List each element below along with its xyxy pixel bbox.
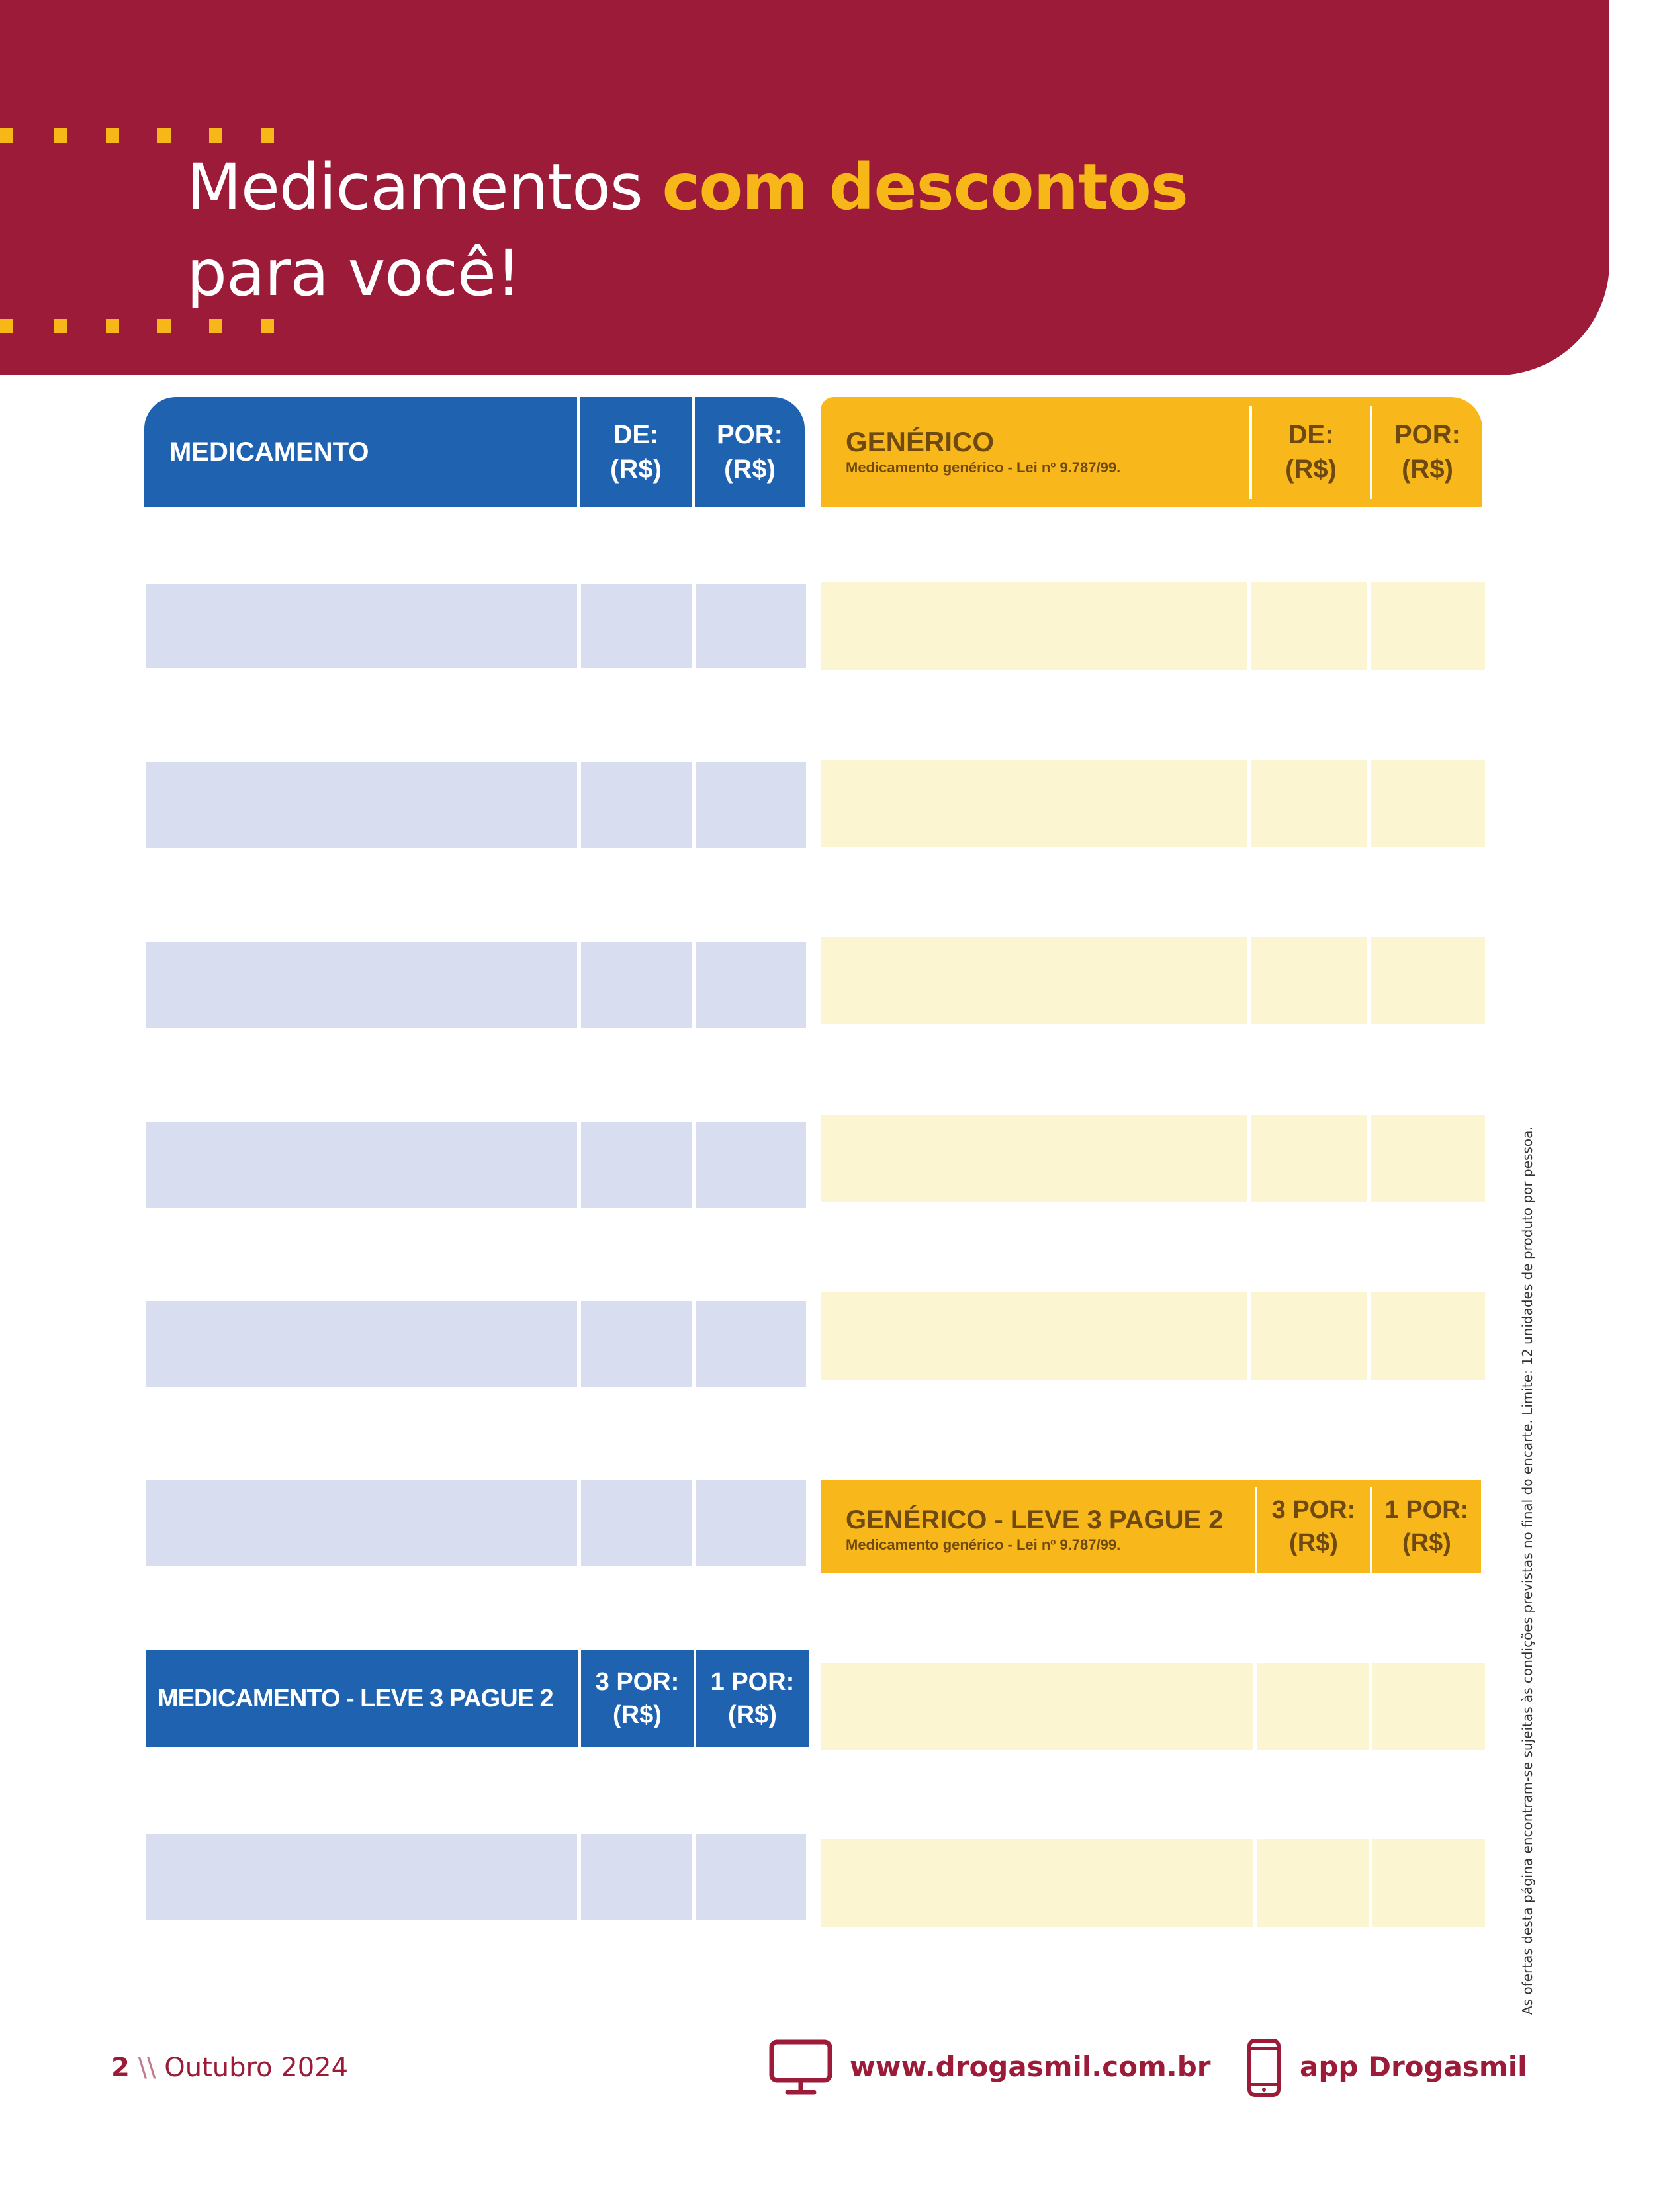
generico-leve3-col-3por: 3 POR: (R$) bbox=[1271, 1496, 1356, 1557]
generico-col-por: POR: (R$) bbox=[1394, 420, 1461, 484]
generico-leve3-row-2-1por bbox=[1372, 1839, 1485, 1927]
medicamento-row-3-por bbox=[696, 942, 806, 1028]
medicamento-row-2-de bbox=[581, 762, 692, 848]
medicamento-leve3-header bbox=[146, 1650, 809, 1747]
generico-row-5-por bbox=[1371, 1292, 1485, 1380]
smartphone-icon bbox=[1247, 2038, 1281, 2098]
generico-row-4-por bbox=[1371, 1115, 1485, 1202]
generico-col-de: DE: (R$) bbox=[1285, 420, 1337, 484]
page-separator: \\ bbox=[138, 2053, 156, 2083]
page-title bbox=[187, 144, 1188, 316]
generico-row-5-name bbox=[821, 1292, 1247, 1380]
generico-leve3-header bbox=[821, 1480, 1481, 1573]
generico-leve3-row-2-3por bbox=[1257, 1839, 1369, 1927]
medicamento-row-6-name bbox=[146, 1480, 577, 1566]
medicamento-row-1-name bbox=[146, 584, 577, 668]
generico-leve3-title: GENÉRICO - LEVE 3 PAGUE 2 bbox=[846, 1505, 1224, 1534]
medicamento-row-4-name bbox=[146, 1122, 577, 1208]
generico-row-3-por bbox=[1371, 937, 1485, 1024]
medicamento-row-6-de bbox=[581, 1480, 692, 1566]
generico-leve3-row-1-3por bbox=[1257, 1663, 1369, 1750]
generico-header bbox=[821, 397, 1482, 507]
offers-disclaimer: As ofertas desta página encontram-se sujeitas às condições previstas no final do encarte. Limite: 12 unidades de produto por pessoa. bbox=[1519, 1126, 1535, 2015]
medicamento-leve3-col-1por: 1 POR: (R$) bbox=[710, 1668, 795, 1729]
medicamento-row-3-de bbox=[581, 942, 692, 1028]
generico-leve3-subtitle: Medicamento genérico - Lei nº 9.787/99. bbox=[846, 1536, 1121, 1553]
medicamento-row-5-por bbox=[696, 1301, 806, 1387]
medicamento-leve3-row-1-name bbox=[146, 1834, 577, 1920]
generico-row-1-por bbox=[1371, 582, 1485, 670]
medicamento-col-de: DE: (R$) bbox=[610, 420, 662, 484]
generico-row-2-de bbox=[1251, 760, 1367, 847]
generico-row-5-de bbox=[1251, 1292, 1367, 1380]
app-link[interactable]: app Drogasmil bbox=[1300, 2051, 1527, 2083]
generico-leve3-row-1-1por bbox=[1372, 1663, 1485, 1750]
medicamento-leve3-row-1-1por bbox=[696, 1834, 806, 1920]
generico-title: GENÉRICO bbox=[846, 426, 995, 457]
title-part1: Medicamentos bbox=[187, 150, 643, 224]
generico-row-1-name bbox=[821, 582, 1247, 670]
medicamento-leve3-col-3por: 3 POR: (R$) bbox=[595, 1668, 680, 1729]
medicamento-row-1-de bbox=[581, 584, 692, 668]
generico-row-3-de bbox=[1251, 937, 1367, 1024]
medicamento-row-4-por bbox=[696, 1122, 806, 1208]
medicamento-row-5-name bbox=[146, 1301, 577, 1387]
medicamento-row-6-por bbox=[696, 1480, 806, 1566]
generico-row-2-name bbox=[821, 760, 1247, 847]
medicamento-header bbox=[144, 397, 805, 507]
page-number: 2 bbox=[111, 2053, 130, 2083]
title-line2: para você! bbox=[187, 236, 521, 310]
generico-row-4-name bbox=[821, 1115, 1247, 1202]
monitor-icon bbox=[769, 2039, 832, 2096]
medicamento-col-por: POR: (R$) bbox=[717, 420, 783, 484]
footer-page-info bbox=[111, 2051, 348, 2084]
generico-row-3-name bbox=[821, 937, 1247, 1024]
website-link[interactable]: www.drogasmil.com.br bbox=[850, 2051, 1211, 2083]
medicamento-row-2-name bbox=[146, 762, 577, 848]
medicamento-row-5-de bbox=[581, 1301, 692, 1387]
generico-subtitle: Medicamento genérico - Lei nº 9.787/99. bbox=[846, 459, 1121, 476]
medicamento-row-2-por bbox=[696, 762, 806, 848]
medicamento-title: MEDICAMENTO bbox=[169, 437, 369, 466]
generico-leve3-row-1-name bbox=[821, 1663, 1253, 1750]
generico-row-1-de bbox=[1251, 582, 1367, 670]
medicamento-row-3-name bbox=[146, 942, 577, 1028]
footer-date: Outubro 2024 bbox=[164, 2053, 349, 2083]
generico-leve3-row-2-name bbox=[821, 1839, 1253, 1927]
generico-row-2-por bbox=[1371, 760, 1485, 847]
medicamento-row-1-por bbox=[696, 584, 806, 668]
generico-leve3-col-1por: 1 POR: (R$) bbox=[1384, 1496, 1469, 1557]
medicamento-leve3-title: MEDICAMENTO - LEVE 3 PAGUE 2 bbox=[158, 1684, 553, 1712]
medicamento-row-4-de bbox=[581, 1122, 692, 1208]
medicamento-leve3-row-1-3por bbox=[581, 1834, 692, 1920]
title-highlight: com descontos bbox=[662, 150, 1188, 224]
generico-row-4-de bbox=[1251, 1115, 1367, 1202]
